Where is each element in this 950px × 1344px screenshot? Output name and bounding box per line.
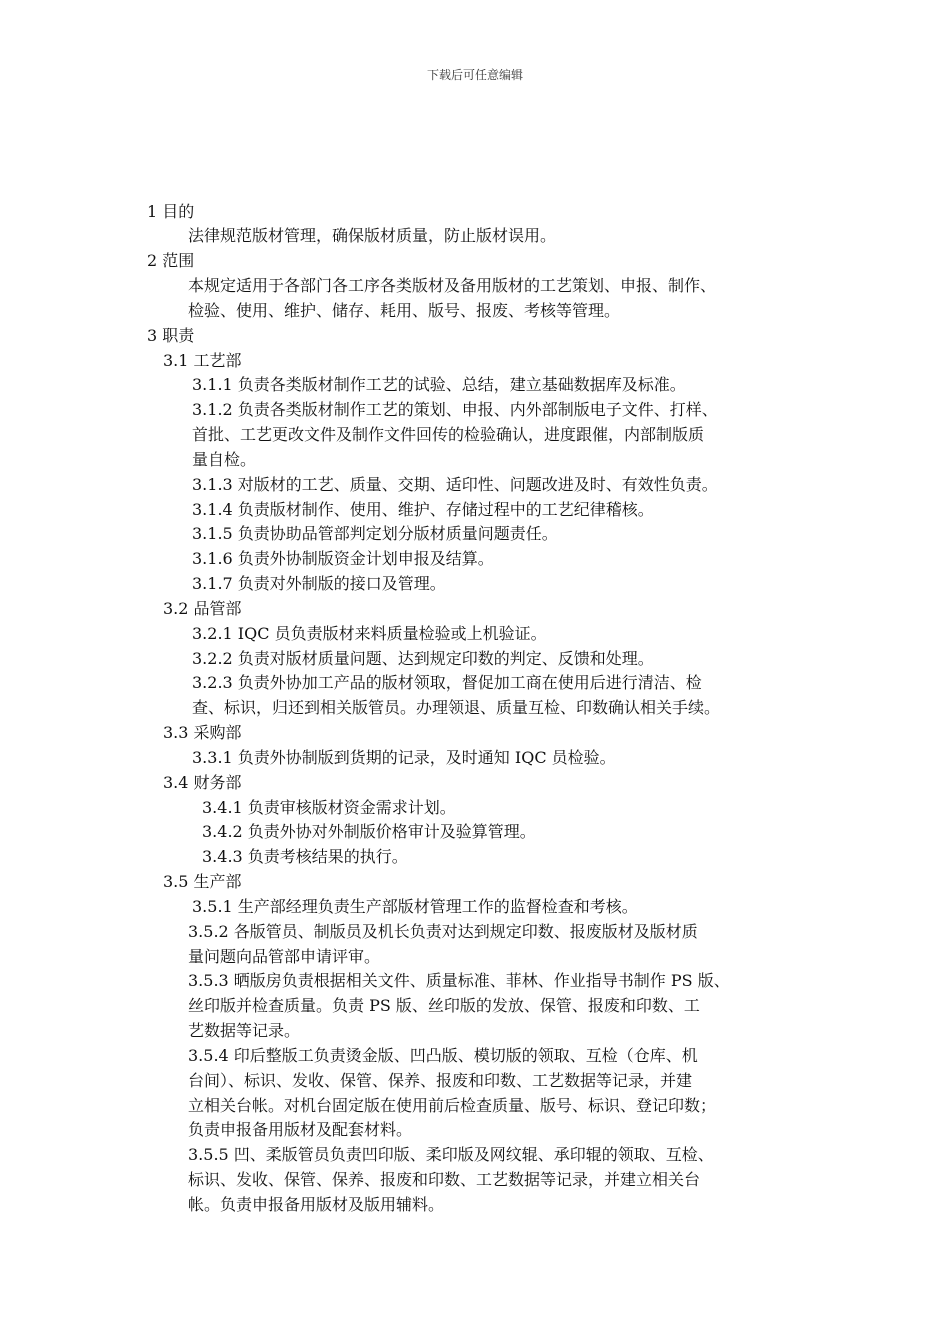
paragraph-line: 量问题向品管部申请评审。: [188, 947, 381, 966]
paragraph-line: 3.1.1 负责各类版材制作工艺的试验、总结，建立基础数据库及标准。: [192, 375, 686, 394]
subsection-heading: 3.4 财务部: [163, 773, 242, 792]
paragraph-line: 检验、使用、维护、储存、耗用、版号、报废、考核等管理。: [188, 301, 621, 320]
paragraph-line: 标识、发收、保管、保养、报废和印数、工艺数据等记录，并建立相关台: [188, 1170, 701, 1189]
paragraph-line: 立相关台帐。对机台固定版在使用前后检查质量、版号、标识、登记印数；: [188, 1096, 717, 1115]
paragraph-line: 法律规范版材管理，确保版材质量，防止版材误用。: [188, 226, 557, 245]
paragraph-line: 艺数据等记录。: [188, 1021, 301, 1040]
subsection-heading: 3.5 生产部: [163, 872, 242, 891]
paragraph-line: 3.5.1 生产部经理负责生产部版材管理工作的监督检查和考核。: [192, 897, 638, 916]
section-heading-duties: 3 职责: [147, 326, 195, 345]
paragraph-line: 3.1.3 对版材的工艺、质量、交期、适印性、问题改进及时、有效性负责。: [192, 475, 718, 494]
header-note: 下载后可任意编辑: [426, 68, 523, 82]
paragraph-line: 3.1.6 负责外协制版资金计划申报及结算。: [192, 549, 494, 568]
paragraph-line: 台间）、标识、发收、保管、保养、报废和印数、工艺数据等记录，并建: [188, 1071, 693, 1090]
paragraph-line: 3.5.4 印后整版工负责烫金版、凹凸版、模切版的领取、互检（仓库、机: [188, 1046, 698, 1065]
paragraph-line: 3.4.2 负责外协对外制版价格审计及验算管理。: [202, 822, 536, 841]
paragraph-line: 丝印版并检查质量。负责 PS 版、丝印版的发放、保管、报废和印数、工: [188, 996, 700, 1015]
paragraph-line: 帐。负责申报备用版材及版用辅料。: [188, 1195, 445, 1214]
paragraph-line: 3.5.5 凹、柔版管员负责凹印版、柔印版及网纹辊、承印辊的领取、互检、: [188, 1145, 714, 1164]
subsection-heading: 3.2 品管部: [163, 599, 242, 618]
paragraph-line: 本规定适用于各部门各工序各类版材及备用版材的工艺策划、申报、制作、: [188, 276, 717, 295]
paragraph-line: 首批、工艺更改文件及制作文件回传的检验确认，进度跟催，内部制版质: [192, 425, 705, 444]
paragraph-line: 3.2.1 IQC 员负责版材来料质量检验或上机验证。: [192, 624, 547, 643]
paragraph-line: 3.4.3 负责考核结果的执行。: [202, 847, 408, 866]
paragraph-line: 3.1.5 负责协助品管部判定划分版材质量问题责任。: [192, 524, 558, 543]
paragraph-line: 3.1.4 负责版材制作、使用、维护、存储过程中的工艺纪律稽核。: [192, 500, 654, 519]
subsection-heading: 3.3 采购部: [163, 723, 242, 742]
paragraph-line: 3.2.2 负责对版材质量问题、达到规定印数的判定、反馈和处理。: [192, 649, 654, 668]
paragraph-line: 3.4.1 负责审核版材资金需求计划。: [202, 798, 456, 817]
paragraph-line: 3.2.3 负责外协加工产品的版材领取，督促加工商在使用后进行清洁、检: [192, 673, 702, 692]
paragraph-line: 3.3.1 负责外协制版到货期的记录，及时通知 IQC 员检验。: [192, 748, 616, 767]
paragraph-line: 3.5.2 各版管员、制版员及机长负责对达到规定印数、报废版材及版材质: [188, 922, 698, 941]
paragraph-line: 3.1.2 负责各类版材制作工艺的策划、申报、内外部制版电子文件、打样、: [192, 400, 718, 419]
subsection-heading: 3.1 工艺部: [163, 351, 242, 370]
paragraph-line: 3.1.7 负责对外制版的接口及管理。: [192, 574, 446, 593]
paragraph-line: 查、标识，归还到相关版管员。办理领退、质量互检、印数确认相关手续。: [192, 698, 721, 717]
section-heading-purpose: 1 目的: [147, 202, 195, 221]
paragraph-line: 3.5.3 晒版房负责根据相关文件、质量标准、菲林、作业指导书制作 PS 版、: [188, 971, 730, 990]
paragraph-line: 量自检。: [192, 450, 257, 469]
section-heading-scope: 2 范围: [147, 251, 195, 270]
paragraph-line: 负责申报备用版材及配套材料。: [188, 1120, 413, 1139]
